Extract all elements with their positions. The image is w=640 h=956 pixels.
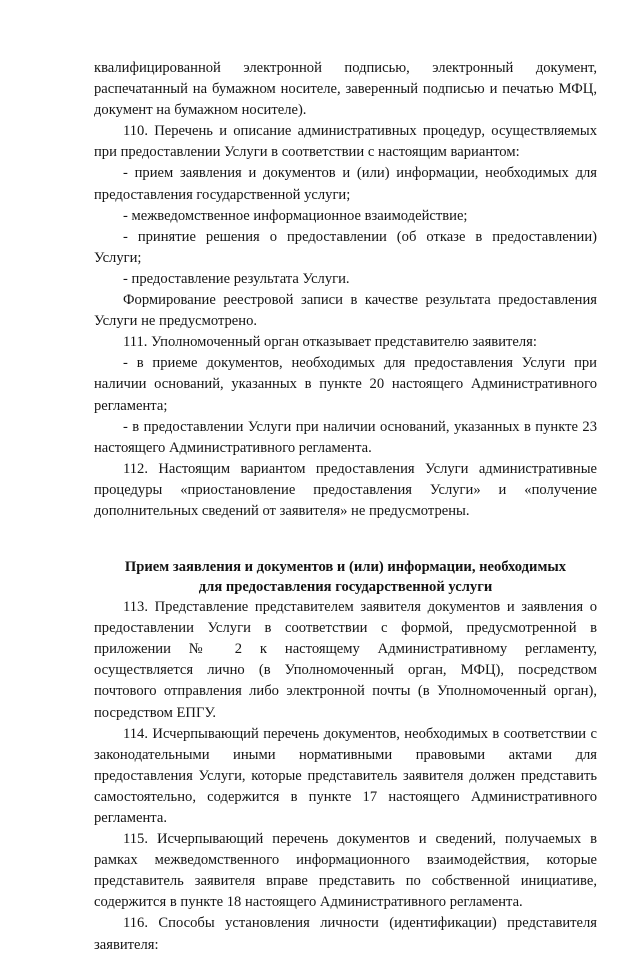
list-item-result: - предоставление результата Услуги. bbox=[123, 270, 350, 287]
paragraph-continuation: квалифицированной электронной подписью, электронный документ, распечатанный на бумажном носителе, заверенный подписью и печатью МФЦ, документ на бумажном носителе). bbox=[94, 60, 597, 119]
list-item-refusal-documents: - в приеме документов, необходимых для предоставления Услуги при наличии оснований, указанных в пункте 20 настоящего Административного регламента; bbox=[94, 355, 597, 414]
paragraph-114: 114. Исчерпывающий перечень документов, необходимых в соответствии с законодательными иными нормативными правовыми актами для предоставления Услуги, которые представитель заявителя должен представить самостоятельно, содержится в пункте 17 настоящего Административного регламента. bbox=[94, 725, 597, 826]
paragraph-113: 113. Представление представителем заявителя документов и заявления о предоставлении Услуги в соответствии с формой, предусмотренной в приложении № 2 к настоящему Административному регламенту, осуществляется лично (в Уполномоченный орган, МФЦ), посредством почтового отправления либо электронной почты (в Уполномоченный орган), посредством ЕПГУ. bbox=[94, 599, 597, 721]
document-page bbox=[94, 58, 597, 956]
list-item-reception: - прием заявления и документов и (или) информации, необходимых для предоставления государственной услуги; bbox=[94, 165, 597, 203]
paragraph-111: 111. Уполномоченный орган отказывает представителю заявителя: bbox=[123, 334, 537, 351]
paragraph-115: 115. Исчерпывающий перечень документов и сведений, получаемых в рамках межведомственного информационного взаимодействия, которые представитель заявителя вправе представить по собственной инициативе, содержится в пункте 18 настоящего Административного регламента. bbox=[94, 831, 597, 911]
paragraph-registry-note: Формирование реестровой записи в качестве результата предоставления Услуги не предусмотрено. bbox=[94, 292, 597, 330]
paragraph-116: 116. Способы установления личности (идентификации) представителя заявителя: bbox=[94, 915, 597, 953]
section-heading-line-2: для предоставления государственной услуги bbox=[198, 579, 493, 596]
section-heading bbox=[94, 557, 597, 597]
list-item-interaction: - межведомственное информационное взаимодействие; bbox=[123, 207, 468, 224]
list-item-refusal-service: - в предоставлении Услуги при наличии оснований, указанных в пункте 23 настоящего Административного регламента. bbox=[94, 418, 597, 456]
paragraph-112: 112. Настоящим вариантом предоставления Услуги административные процедуры «приостановление предоставления Услуги» и «получение дополнительных сведений от заявителя» не предусмотрены. bbox=[94, 460, 597, 519]
section-heading-line-1: Прием заявления и документов и (или) информации, необходимых bbox=[124, 559, 567, 576]
paragraph-110: 110. Перечень и описание административных процедур, осуществляемых при предоставлении Услуги в соответствии с настоящим вариантом: bbox=[94, 123, 597, 161]
list-item-decision: - принятие решения о предоставлении (об отказе в предоставлении) Услуги; bbox=[94, 228, 597, 266]
